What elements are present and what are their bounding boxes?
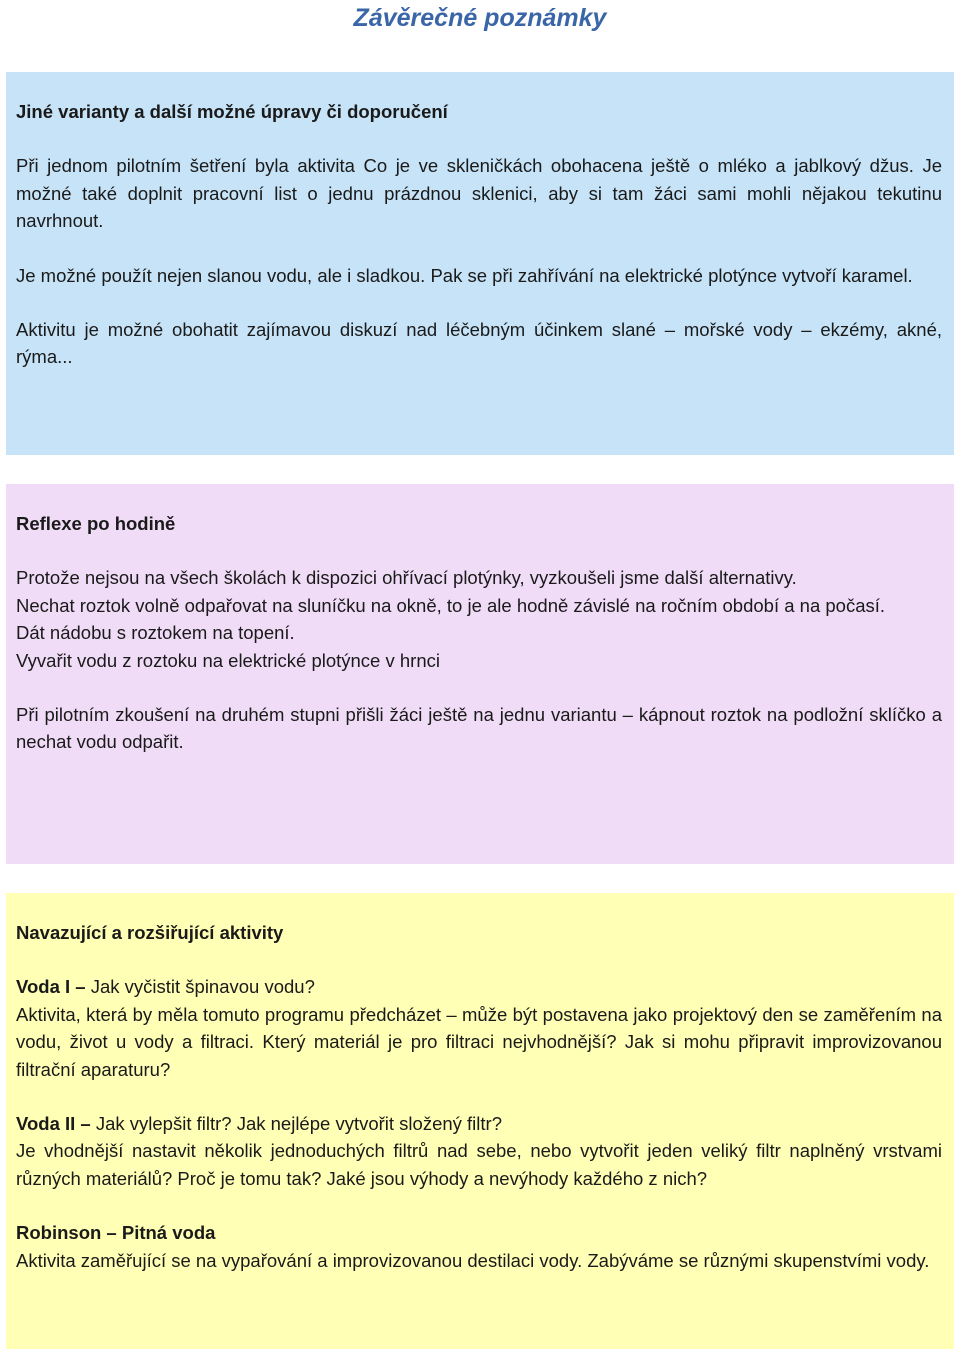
variants-section — [6, 72, 954, 455]
followup-item-name: Robinson – Pitná voda — [16, 1222, 216, 1244]
followup-heading: Navazující a rozšiřující aktivity — [16, 922, 284, 943]
variants-paragraph-1: Při jednom pilotním šetření byla aktivita Co je ve skleničkách obohacena ještě o mléko a jablkový džus. Je možné také doplnit pracovní list o jednu prázdnou sklenici, aby si tam žáci sami mohli nějakou tekutinu navrhnout. — [16, 155, 942, 232]
variants-paragraph-3: Aktivitu je možné obohatit zajímavou diskuzí nad léčebným účinkem slané – mořské vody – ekzémy, akné, rýma... — [16, 319, 942, 368]
followup-item-name: Voda I — [16, 976, 71, 998]
reflection-section — [6, 484, 954, 864]
reflection-line-1: Protože nejsou na všech školách k dispozici ohřívací plotýnky, vyzkoušeli jsme další alternativy. — [16, 567, 797, 589]
followup-item-name: Voda II — [16, 1113, 76, 1135]
followup-item-dash: – — [70, 976, 91, 998]
followup-item-text: Aktivita zaměřující se na vypařování a improvizovanou destilaci vody. Zabýváme se různými skupenstvími vody. — [16, 1249, 930, 1271]
followup-item-dash: – — [75, 1113, 96, 1135]
followup-section — [6, 893, 954, 1349]
variants-heading: Jiné varianty a další možné úpravy či doporučení — [16, 101, 448, 122]
page-title: Závěrečné poznámky — [353, 4, 607, 32]
followup-item-text: Aktivita, která by měla tomuto programu předcházet – může být postavena jako projektový den se zaměřením na vodu, život u vody a filtraci. Který materiál je pro filtraci nejvhodnější? Jak si mohu připravit improvizovanou filtrační aparaturu? — [16, 1003, 942, 1080]
variants-paragraph-2: Je možné použít nejen slanou vodu, ale i sladkou. Pak se při zahřívání na elektrické plotýnce vytvoří karamel. — [16, 264, 913, 286]
followup-item-subtitle: Jak vylepšit filtr? Jak nejlépe vytvořit složený filtr? — [95, 1113, 502, 1135]
followup-item-title — [16, 1219, 942, 1246]
followup-item-subtitle: Jak vyčistit špinavou vodu? — [90, 976, 315, 998]
reflection-line-3: Dát nádobu s roztokem na topení. — [16, 622, 295, 644]
reflection-line-2: Nechat roztok volně odpařovat na sluníčku na okně, to je ale hodně závislé na ročním období a na počasí. — [16, 594, 886, 616]
followup-item-title — [16, 1110, 942, 1137]
reflection-heading: Reflexe po hodině — [16, 513, 176, 534]
followup-item-text: Je vhodnější nastavit několik jednoduchých filtrů nad sebe, nebo vytvořit jeden veliký filtr naplněný vrstvami různých materiálů? Proč je tomu tak? Jaké jsou výhody a nevýhody každého z nich? — [16, 1140, 942, 1189]
reflection-line-4: Vyvařit vodu z roztoku na elektrické plotýnce v hrnci — [16, 649, 440, 671]
followup-item-title — [16, 973, 942, 1000]
reflection-paragraph-2: Při pilotním zkoušení na druhém stupni přišli žáci ještě na jednu variantu – kápnout roztok na podložní sklíčko a nechat vodu odpařit. — [16, 704, 942, 753]
